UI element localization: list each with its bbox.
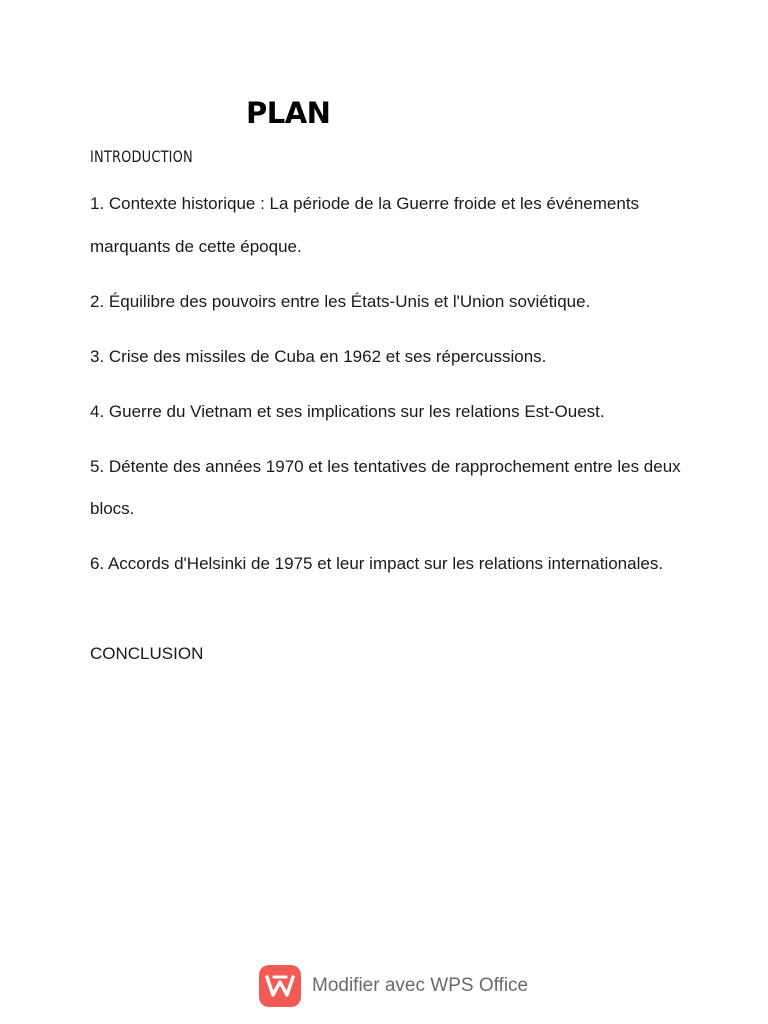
edit-with-wps-button[interactable]	[259, 964, 528, 1008]
plan-item-2: 2. Équilibre des pouvoirs entre les États-Unis et l'Union soviétique.	[90, 291, 591, 311]
document-title: PLAN	[246, 96, 331, 130]
wps-office-logo-icon	[259, 965, 301, 1007]
plan-item-5: 5. Détente des années 1970 et les tentatives de rapprochement entre les deux blocs.	[90, 456, 681, 518]
introduction-heading: INTRODUCTION	[90, 147, 193, 166]
plan-item-1: 1. Contexte historique : La période de la Guerre froide et les événements marquants de cette époque.	[90, 194, 640, 256]
plan-item-4: 4. Guerre du Vietnam et ses implications sur les relations Est-Ouest.	[90, 401, 605, 421]
plan-item-3: 3. Crise des missiles de Cuba en 1962 et ses répercussions.	[90, 346, 547, 366]
plan-list	[90, 183, 690, 598]
conclusion-heading: CONCLUSION	[90, 644, 204, 663]
plan-item-6: 6. Accords d'Helsinki de 1975 et leur impact sur les relations internationales.	[90, 554, 664, 573]
edit-with-wps-label: Modifier avec WPS Office	[312, 975, 529, 996]
